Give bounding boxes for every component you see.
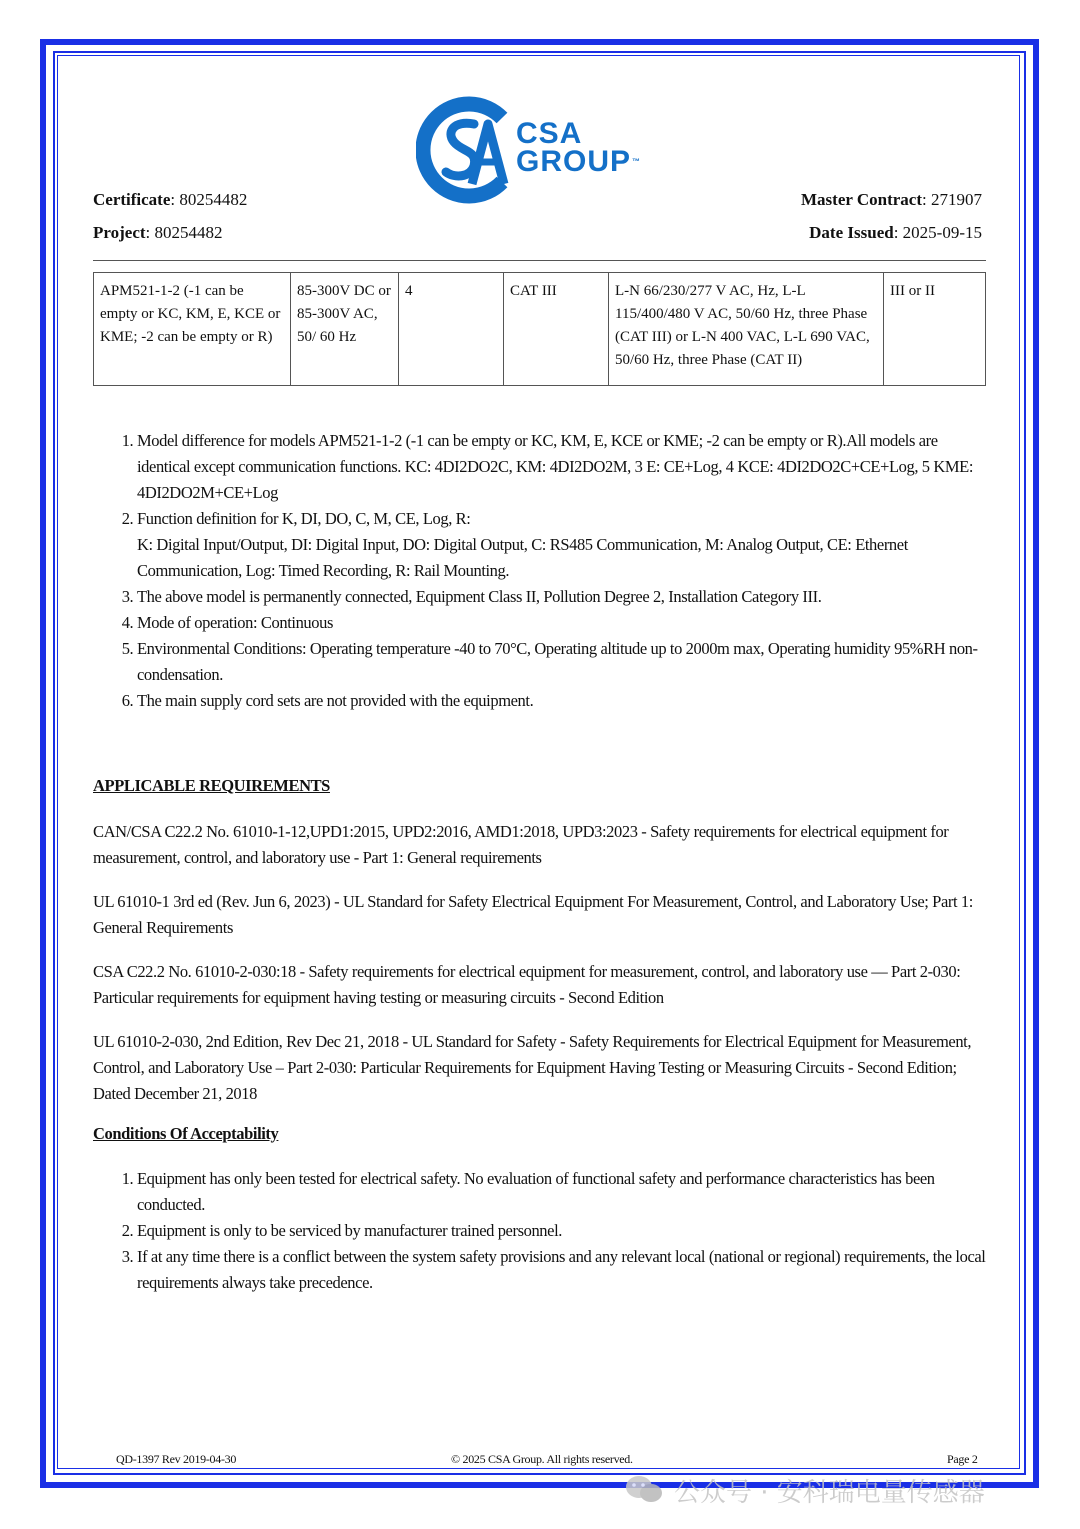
- certificate-field: [93, 190, 247, 210]
- list-item-text: Function definition for K, DI, DO, C, M, CE, Log, R: K: Digital Input/Output, DI: Digital Input, DO: Digital Output, C: RS485 Communication, M: Analog Output, CE: Ethernet Communication, Log: Timed Recording, R: Rail Mounting.: [137, 509, 908, 580]
- date-issued-value: : 2025-09-15: [893, 223, 982, 242]
- footer-page-number: Page 2: [947, 1452, 978, 1466]
- requirement-item: UL 61010-1 3rd ed (Rev. Jun 6, 2023) - UL Standard for Safety Electrical Equipment For Measurement, Control, and Laboratory Use; Part 1: General Requirements: [93, 892, 973, 937]
- list-item: [137, 506, 986, 584]
- cell-rating: 85-300V DC or 85-300V AC, 50/ 60 Hz: [291, 273, 399, 386]
- notes-list: [93, 428, 986, 714]
- requirement-item: CAN/CSA C22.2 No. 61010-1-12,UPD1:2015, UPD2:2016, AMD1:2018, UPD3:2023 - Safety requirements for electrical equipment for measurement, control, and laboratory use - Part 1: General requirements: [93, 822, 949, 867]
- requirement-item: CSA C22.2 No. 61010-2-030:18 - Safety requirements for electrical equipment for measurement, control, and laboratory use — Part 2-030: Particular requirements for equipment having testing or measuring circuits - Second Edition: [93, 962, 961, 1007]
- certificate-value: : 80254482: [170, 190, 248, 209]
- list-item: 2. Equipment is only to be serviced by manufacturer trained personnel.: [137, 1218, 986, 1244]
- footer-copyright: © 2025 CSA Group. All rights reserved.: [451, 1452, 633, 1466]
- project-label: Project: [93, 223, 146, 242]
- cell-voltage: L-N 66/230/277 V AC, Hz, L-L 115/400/480 V AC, 50/60 Hz, three Phase (CAT III) or L-N 400 VAC, L-L 690 VAC, 50/60 Hz, three Phase (CAT II): [609, 273, 884, 386]
- master-contract-label: Master Contract: [801, 190, 923, 209]
- table-row: [94, 273, 986, 386]
- header-divider: [93, 260, 986, 261]
- list-item: 4. Mode of operation: Continuous: [137, 610, 986, 636]
- list-item: 5. Environmental Conditions: Operating temperature -40 to 70°C, Operating altitude up to 2000m max, Operating humidity 95%RH non-condensation.: [137, 636, 986, 688]
- master-contract-field: [801, 190, 982, 210]
- trademark-symbol: ™: [632, 157, 642, 166]
- project-field: [93, 223, 223, 243]
- cell-quantity: 4: [399, 273, 504, 386]
- requirement-item: UL 61010-2-030, 2nd Edition, Rev Dec 21, 2018 - UL Standard for Safety - Safety Requirements for Electrical Equipment for Measurement, Control, and Laboratory Use – Part 2-030: Particular Requirements for Equipment Having Testing or Measuring Circuits - Second Edition; Dated December 21, 2018: [93, 1032, 972, 1103]
- cell-class: III or II: [884, 273, 986, 386]
- logo-wordmark: [516, 117, 642, 178]
- notes-section: [93, 428, 986, 714]
- list-item: 3. The above model is permanently connected, Equipment Class II, Pollution Degree 2, Installation Category III.: [137, 584, 986, 610]
- list-item: 1. Equipment has only been tested for electrical safety. No evaluation of functional safety and performance characteristics has been conducted.: [137, 1166, 986, 1218]
- conditions-title: Conditions Of Acceptability: [93, 1124, 279, 1143]
- date-issued-field: [809, 223, 982, 243]
- cell-category: CAT III: [504, 273, 609, 386]
- master-contract-value: : 271907: [922, 190, 982, 209]
- list-item: 6. The main supply cord sets are not provided with the equipment.: [137, 688, 986, 714]
- watermark-text: 公众号 · 安科瑞电量传感器: [674, 1477, 985, 1508]
- csa-emblem-icon: [416, 96, 520, 204]
- applicable-requirements-title: APPLICABLE REQUIREMENTS: [93, 776, 330, 795]
- conditions-section: [93, 1166, 986, 1296]
- csa-group-logo: [416, 96, 666, 204]
- date-issued-label: Date Issued: [809, 223, 894, 242]
- logo-text-group: [516, 145, 642, 178]
- logo-text-csa: CSA: [516, 117, 583, 150]
- list-item: 3. If at any time there is a conflict between the system safety provisions and any relevant local (national or regional) requirements, the local requirements always take precedence.: [137, 1244, 986, 1296]
- wechat-watermark: [624, 1470, 1054, 1510]
- wechat-icon: [624, 1474, 664, 1506]
- logo-text-group-word: GROUP: [516, 145, 632, 178]
- product-spec-table: [93, 272, 986, 386]
- project-value: : 80254482: [145, 223, 223, 242]
- footer-form-number: QD-1397 Rev 2019-04-30: [116, 1452, 237, 1466]
- certificate-label: Certificate: [93, 190, 171, 209]
- conditions-list: [93, 1166, 986, 1296]
- cell-model: APM521-1-2 (-1 can be empty or KC, KM, E, KCE or KME; -2 can be empty or R): [94, 273, 291, 386]
- list-item: 1. Model difference for models APM521-1-2 (-1 can be empty or KC, KM, E, KCE or KME; -2 can be empty or R).All models are identical except communication functions. KC: 4DI2DO2C, KM: 4DI2DO2M, 3 E: CE+Log, 4 KCE: 4DI2DO2C+CE+Log, 5 KME: 4DI2DO2M+CE+Log: [137, 428, 986, 506]
